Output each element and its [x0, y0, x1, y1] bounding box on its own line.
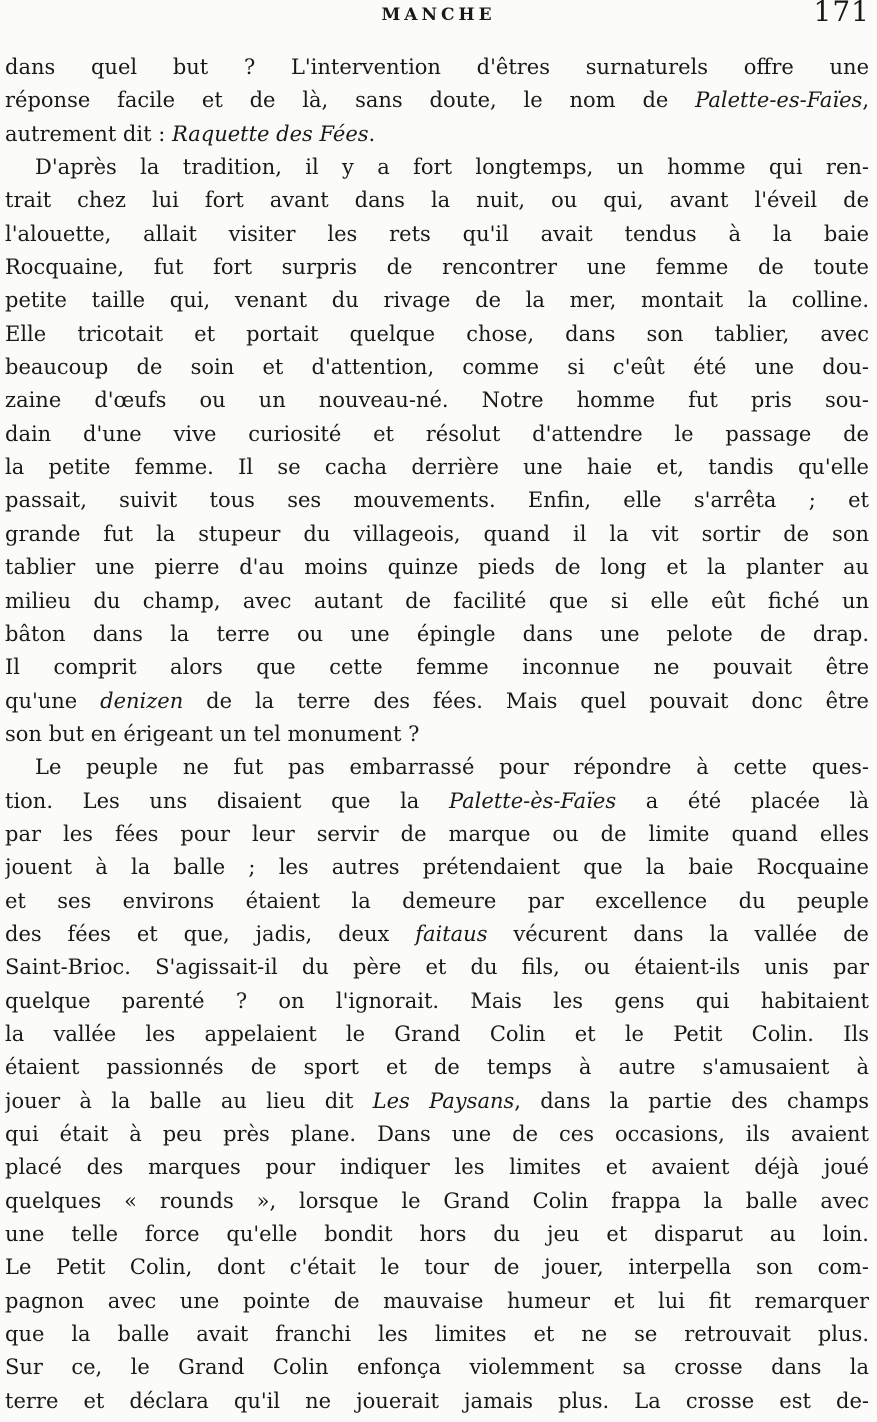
italic-term: Palette-es-Faïes [695, 88, 863, 113]
text-line [5, 785, 869, 818]
text-line [5, 1385, 869, 1418]
text-segment: , [862, 88, 869, 113]
text-line [5, 1218, 869, 1251]
text-segment: dain d'une vive curiosité et résolut d'attendre le passage de [5, 421, 869, 446]
text-line [5, 151, 869, 184]
text-line [5, 1251, 869, 1284]
text-segment: Il comprit alors que cette femme inconnue ne pouvait être [5, 655, 869, 680]
text-segment: petite taille qui, venant du rivage de la mer, montait la colline. [5, 288, 869, 313]
text-line [5, 651, 869, 684]
text-line [5, 184, 869, 217]
text-segment: Rocquaine, fut fort surpris de rencontrer une femme de toute [5, 255, 869, 280]
text-line [5, 418, 869, 451]
text-segment: zaine d'œufs ou un nouveau-né. Notre homme fut pris sou- [5, 388, 869, 413]
text-line [5, 718, 869, 751]
text-segment: Le peuple ne fut pas embarrassé pour répondre à cette ques- [35, 755, 869, 780]
text-line [5, 251, 869, 284]
text-segment: . [368, 121, 376, 146]
text-line [5, 484, 869, 517]
text-segment: des fées et que, jadis, deux [5, 921, 416, 946]
text-segment: l'alouette, allait visiter les rets qu'il avait tendus à la baie [5, 221, 869, 246]
text-segment: Le Petit Colin, dont c'était le tour de jouer, interpella son com- [5, 1255, 869, 1280]
text-line [5, 318, 869, 351]
text-line [5, 284, 869, 317]
italic-term: Palette-ès-Faïes [448, 788, 617, 813]
text-line [5, 1051, 869, 1084]
text-line [5, 451, 869, 484]
text-segment: milieu du champ, avec autant de facilité que si elle eût fiché un [5, 588, 869, 613]
text-line [5, 1351, 869, 1384]
italic-term: Les Paysans [372, 1088, 515, 1113]
text-line [5, 1018, 869, 1051]
text-line [5, 1085, 869, 1118]
text-segment: autrement dit : [5, 121, 172, 146]
page-header [0, 0, 877, 34]
text-segment: beaucoup de soin et d'attention, comme si c'eût été une dou- [5, 355, 869, 380]
text-segment: Sur ce, le Grand Colin enfonça violemment sa crosse dans la [5, 1355, 869, 1380]
text-segment: tion. Les uns disaient que la [5, 788, 449, 813]
text-segment: placé des marques pour indiquer les limites et avaient déjà joué [5, 1155, 869, 1180]
text-segment: jouent à la balle ; les autres prétendaient que la baie Rocquaine [5, 855, 869, 880]
text-segment: passait, suivit tous ses mouvements. Enfin, elle s'arrêta ; et [5, 488, 869, 513]
text-segment: terre et déclara qu'il ne jouerait jamais plus. La crosse est de- [5, 1388, 869, 1413]
text-segment: Saint-Brioc. S'agissait-il du père et du fils, ou étaient-ils unis par [5, 955, 869, 980]
page-number: 171 [813, 0, 870, 28]
text-segment: étaient passionnés de sport et de temps à autre s'amusaient à [5, 1055, 869, 1080]
italic-term: denizen [100, 688, 184, 713]
text-line [5, 918, 869, 951]
text-segment: qui était à peu près plane. Dans une de ces occasions, ils avaient [5, 1122, 869, 1146]
text-segment: quelques « rounds », lorsque le Grand Colin frappa la balle avec [5, 1188, 869, 1213]
text-line [5, 985, 869, 1018]
text-segment: D'après la tradition, il y a fort longtemps, un homme qui ren- [35, 155, 869, 180]
italic-term: faitaus [415, 921, 488, 946]
text-line [5, 851, 869, 884]
text-segment: , dans la partie des champs [514, 1088, 869, 1113]
text-line [5, 885, 869, 918]
text-segment: par les fées pour leur servir de marque ou de limite quand elles [5, 821, 869, 846]
text-segment: pagnon avec une pointe de mauvaise humeur et lui fit remarquer [5, 1288, 869, 1313]
text-segment: la vallée les appelaient le Grand Colin et le Petit Colin. Ils [5, 1021, 869, 1046]
running-header-title: MANCHE [381, 5, 496, 25]
text-line [5, 1151, 869, 1184]
text-line [5, 818, 869, 851]
text-line [5, 384, 869, 417]
text-segment: jouer à la balle au lieu dit [5, 1088, 373, 1113]
text-line [5, 1285, 869, 1318]
text-line [5, 751, 869, 784]
text-line [5, 685, 869, 718]
text-segment: son but en érigeant un tel monument ? [5, 721, 420, 746]
text-segment: quelque parenté ? on l'ignorait. Mais les gens qui habitaient [5, 988, 869, 1013]
text-segment: vécurent dans la vallée de [487, 921, 869, 946]
text-line [5, 84, 869, 117]
text-line [5, 618, 869, 651]
text-segment: que la balle avait franchi les limites et ne se retrouvait plus. [5, 1322, 869, 1347]
text-segment: réponse facile et de là, sans doute, le nom de [5, 88, 696, 113]
text-segment: la petite femme. Il se cacha derrière une haie et, tandis qu'elle [5, 455, 869, 480]
text-line [5, 118, 869, 151]
text-line [5, 1118, 869, 1151]
text-line [5, 585, 869, 618]
text-segment: a été placée là [616, 788, 869, 813]
text-line [5, 551, 869, 584]
text-segment: et ses environs étaient la demeure par excellence du peuple [5, 888, 869, 913]
text-line [5, 951, 869, 984]
text-line [5, 1318, 869, 1351]
text-segment: tablier une pierre d'au moins quinze pieds de long et la planter au [5, 555, 869, 580]
text-segment: une telle force qu'elle bondit hors du jeu et disparut au loin. [5, 1222, 869, 1247]
text-line [5, 51, 869, 84]
text-line [5, 218, 869, 251]
text-line [5, 518, 869, 551]
text-segment: dans quel but ? L'intervention d'êtres surnaturels offre une [5, 55, 869, 79]
text-segment: trait chez lui fort avant dans la nuit, ou qui, avant l'éveil de [5, 188, 869, 213]
text-segment: Elle tricotait et portait quelque chose, dans son tablier, avec [5, 321, 869, 346]
italic-term: Raquette des Fées [171, 121, 369, 146]
text-line [5, 351, 869, 384]
page-text [5, 51, 869, 1418]
text-segment: qu'une [5, 688, 101, 713]
text-segment: de la terre des fées. Mais quel pouvait donc être [183, 688, 869, 713]
text-segment: grande fut la stupeur du villageois, quand il la vit sortir de son [5, 521, 869, 546]
text-segment: bâton dans la terre ou une épingle dans une pelote de drap. [5, 621, 869, 646]
text-line [5, 1185, 869, 1218]
